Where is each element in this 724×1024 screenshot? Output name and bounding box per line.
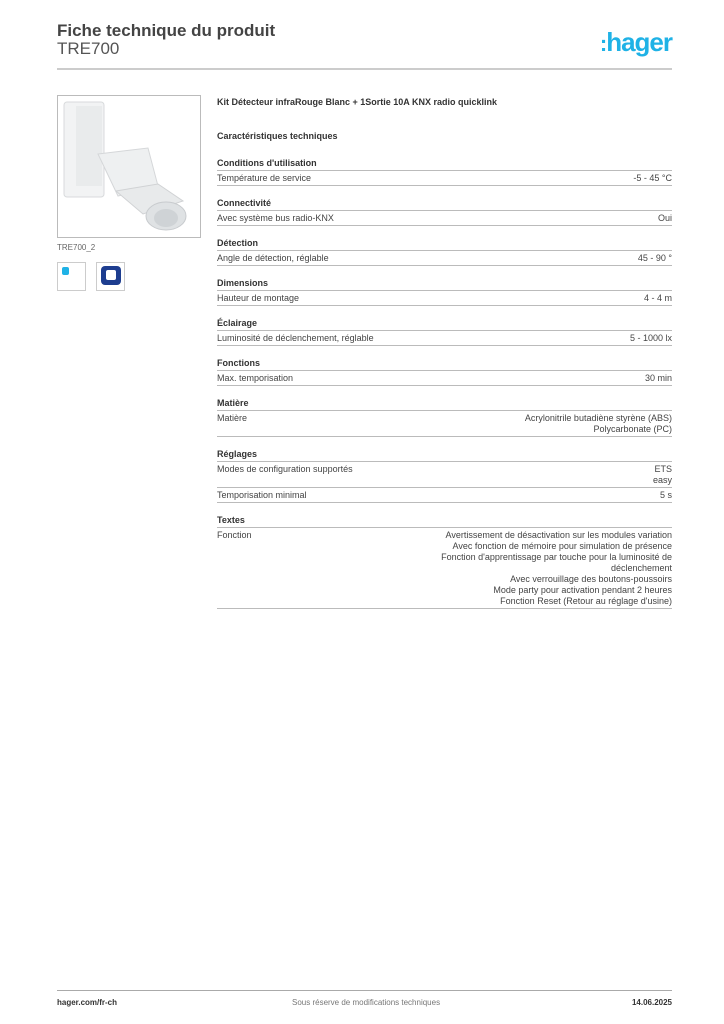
section-heading: Réglages bbox=[217, 447, 672, 462]
section-heading: Textes bbox=[217, 513, 672, 528]
spec-section bbox=[217, 316, 672, 346]
spec-row bbox=[217, 371, 672, 386]
spec-value-line: déclenchement bbox=[610, 563, 672, 573]
section-heading: Détection bbox=[217, 236, 672, 251]
spec-row bbox=[217, 488, 672, 503]
section-heading: Matière bbox=[217, 396, 672, 411]
spec-value-line: -5 - 45 °C bbox=[633, 173, 672, 183]
spec-section bbox=[217, 356, 672, 386]
spec-label: Luminosité de déclenchement, réglable bbox=[217, 333, 374, 343]
product-title: Kit Détecteur infraRouge Blanc + 1Sortie 10A KNX radio quicklink bbox=[217, 97, 497, 107]
logo-text: hager bbox=[606, 27, 672, 57]
spec-section bbox=[217, 276, 672, 306]
spec-value bbox=[644, 293, 672, 304]
spec-label: Température de service bbox=[217, 173, 312, 183]
spec-label: Modes de configuration supportés bbox=[217, 464, 353, 474]
spec-section bbox=[217, 236, 672, 266]
spec-row bbox=[217, 528, 672, 609]
spec-value-line: Avec fonction de mémoire pour simulation de présence bbox=[452, 541, 672, 551]
spec-value-line: 45 - 90 ° bbox=[637, 253, 672, 263]
spec-value bbox=[645, 373, 672, 384]
section-heading: Dimensions bbox=[217, 276, 672, 291]
spec-value bbox=[633, 173, 672, 184]
spec-row bbox=[217, 411, 672, 437]
section-heading: Conditions d'utilisation bbox=[217, 156, 672, 171]
spec-section bbox=[217, 156, 672, 186]
spec-row bbox=[217, 291, 672, 306]
spec-label: Fonction bbox=[217, 530, 252, 540]
spec-value bbox=[638, 253, 672, 264]
spec-row bbox=[217, 462, 672, 488]
spec-value bbox=[660, 490, 672, 501]
section-heading: Éclairage bbox=[217, 316, 672, 331]
spec-value-line: Oui bbox=[657, 213, 672, 223]
spec-section bbox=[217, 513, 672, 609]
spec-label: Avec système bus radio-KNX bbox=[217, 213, 334, 223]
image-caption: TRE700_2 bbox=[57, 243, 96, 252]
spec-value-line: ETS bbox=[654, 464, 672, 474]
characteristics-title: Caractéristiques techniques bbox=[217, 131, 338, 141]
spec-label: Matière bbox=[217, 413, 248, 423]
spec-row bbox=[217, 331, 672, 346]
spec-value-line: Fonction d'apprentissage par touche pour la luminosité de bbox=[441, 552, 672, 562]
section-heading: Fonctions bbox=[217, 356, 672, 371]
spec-value-line: Avec verrouillage des boutons-poussoirs bbox=[510, 574, 672, 584]
spec-value bbox=[630, 333, 672, 344]
spec-value-line: 5 - 1000 lx bbox=[629, 333, 672, 343]
spec-label: Max. temporisation bbox=[217, 373, 294, 383]
spec-value-line: 30 min bbox=[644, 373, 672, 383]
product-image bbox=[57, 95, 201, 238]
spec-section bbox=[217, 447, 672, 503]
spec-content bbox=[217, 96, 672, 619]
spec-row bbox=[217, 251, 672, 266]
spec-value-line: Acrylonitrile butadiène styrène (ABS) bbox=[524, 413, 672, 423]
quicklink-app-badge-icon bbox=[96, 262, 125, 291]
spec-value-line: Fonction Reset (Retour au réglage d'usine) bbox=[500, 596, 672, 606]
section-heading: Connectivité bbox=[217, 196, 672, 211]
spec-value-line: Mode party pour activation pendant 2 heures bbox=[493, 585, 672, 595]
spec-value-line: Polycarbonate (PC) bbox=[593, 424, 672, 434]
spec-row bbox=[217, 211, 672, 226]
hager-logo: :hager bbox=[599, 27, 672, 57]
header-divider bbox=[57, 68, 672, 70]
spec-label: Temporisation minimal bbox=[217, 490, 307, 500]
spec-row bbox=[217, 171, 672, 186]
footer-date: 14.06.2025 bbox=[631, 998, 672, 1007]
spec-label: Hauteur de montage bbox=[217, 293, 300, 303]
spec-value-line: 4 - 4 m bbox=[643, 293, 672, 303]
spec-value bbox=[653, 464, 672, 486]
footer-disclaimer: Sous réserve de modifications techniques bbox=[292, 998, 441, 1007]
spec-label: Angle de détection, réglable bbox=[217, 253, 329, 263]
spec-value bbox=[441, 530, 672, 607]
footer-website-link[interactable]: hager.com/fr-ch bbox=[57, 998, 118, 1007]
spec-value bbox=[525, 413, 672, 435]
spec-value bbox=[658, 213, 672, 224]
footer-divider bbox=[57, 990, 672, 991]
spec-section bbox=[217, 196, 672, 226]
page-title: Fiche technique du produit bbox=[57, 21, 276, 40]
spec-value-line: 5 s bbox=[659, 490, 672, 500]
spec-value-line: easy bbox=[652, 475, 672, 485]
quicklink-badge-icon bbox=[57, 262, 86, 291]
spec-value-line: Avertissement de désactivation sur les modules variation bbox=[445, 530, 672, 540]
spec-section bbox=[217, 396, 672, 437]
product-code: TRE700 bbox=[57, 39, 120, 58]
